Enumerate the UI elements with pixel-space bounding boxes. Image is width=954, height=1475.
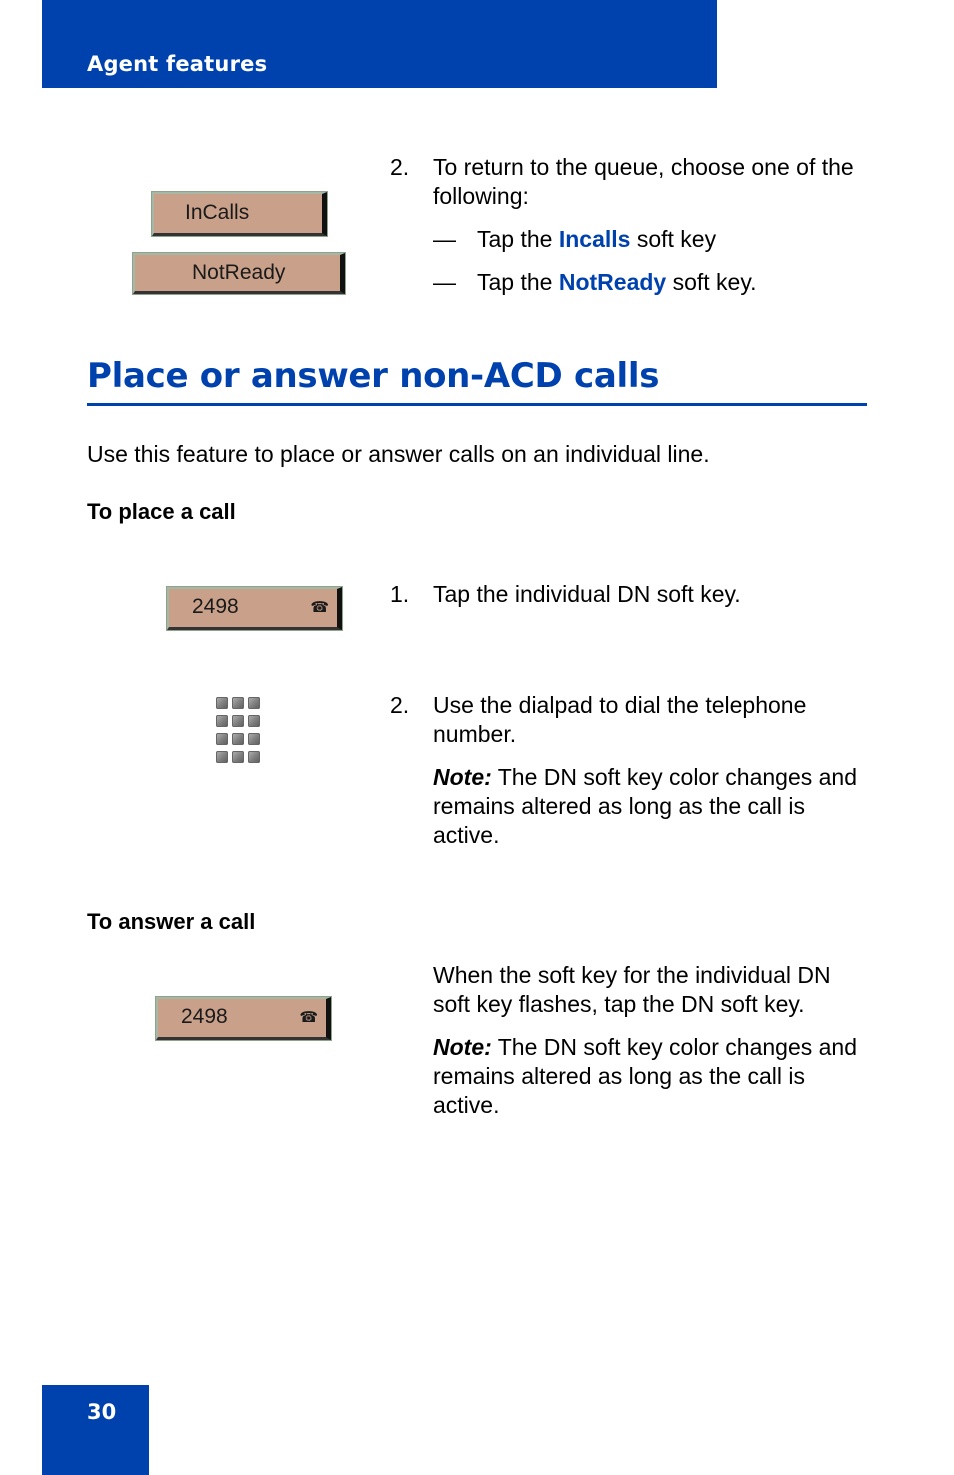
dialpad-key	[248, 733, 260, 745]
dn-softkey-label: 2498	[181, 1005, 228, 1028]
page-number-box	[42, 1385, 149, 1475]
notready-softkey[interactable]	[133, 253, 345, 294]
step-text: To return to the queue, choose one of the following:	[433, 154, 854, 209]
note-label: Note:	[433, 764, 492, 790]
option-suffix: soft key	[630, 226, 717, 252]
dn-softkey[interactable]	[156, 997, 331, 1040]
option-keyword: NotReady	[558, 269, 667, 295]
option-text	[477, 268, 757, 297]
note-text: The DN soft key color changes and remains altered as long as the call is active.	[433, 764, 857, 848]
answer-call-note	[433, 1033, 873, 1120]
note-label: Note:	[433, 1034, 492, 1060]
option-text	[477, 225, 716, 254]
option-dash: —	[433, 226, 456, 252]
answer-call-instruction: When the soft key for the individual DN soft key flashes, tap the DN soft key.	[433, 962, 831, 1017]
step-text: Use the dialpad to dial the telephone number.	[433, 692, 807, 747]
dn-softkey-label: 2498	[192, 595, 239, 618]
dialpad-key	[232, 715, 244, 727]
dialpad-key	[232, 697, 244, 709]
step-number: 2.	[390, 154, 410, 180]
option-keyword: Incalls	[558, 226, 631, 252]
dialpad-key	[216, 697, 228, 709]
header-title: Agent features	[87, 52, 268, 76]
dialpad-key	[216, 715, 228, 727]
telephone-icon: ☎	[299, 1009, 318, 1026]
answer-call-heading: To answer a call	[87, 909, 256, 934]
dialpad-icon	[216, 697, 262, 763]
option-suffix: soft key.	[666, 269, 757, 295]
step-number: 2.	[390, 692, 410, 718]
return-queue-step	[390, 153, 880, 213]
place-call-step-1	[390, 580, 880, 610]
section-title: Place or answer non-ACD calls	[87, 356, 660, 396]
option-dash: —	[433, 269, 456, 295]
step-number: 1.	[390, 581, 410, 607]
dialpad-key	[248, 751, 260, 763]
dialpad-key	[232, 733, 244, 745]
incalls-softkey-label: InCalls	[185, 201, 250, 224]
section-divider	[87, 403, 867, 406]
place-call-step-2	[390, 691, 880, 751]
dialpad-key	[216, 733, 228, 745]
dialpad-key	[232, 751, 244, 763]
step-text: Tap the individual DN soft key.	[433, 581, 741, 607]
section-intro: Use this feature to place or answer calls on an individual line.	[87, 441, 710, 467]
incalls-softkey[interactable]	[152, 192, 327, 236]
notready-softkey-label: NotReady	[192, 261, 286, 284]
option-prefix: Tap the	[477, 226, 559, 252]
dialpad-key	[248, 697, 260, 709]
header-bar	[42, 0, 717, 88]
note-text: The DN soft key color changes and remains altered as long as the call is active.	[433, 1034, 857, 1118]
place-call-heading: To place a call	[87, 499, 236, 524]
option-prefix: Tap the	[477, 269, 559, 295]
dialpad-key	[216, 751, 228, 763]
dialpad-key	[248, 715, 260, 727]
telephone-icon: ☎	[310, 599, 329, 616]
dn-softkey[interactable]	[167, 587, 342, 630]
page-number: 30	[87, 1400, 117, 1424]
place-call-note	[433, 763, 873, 850]
